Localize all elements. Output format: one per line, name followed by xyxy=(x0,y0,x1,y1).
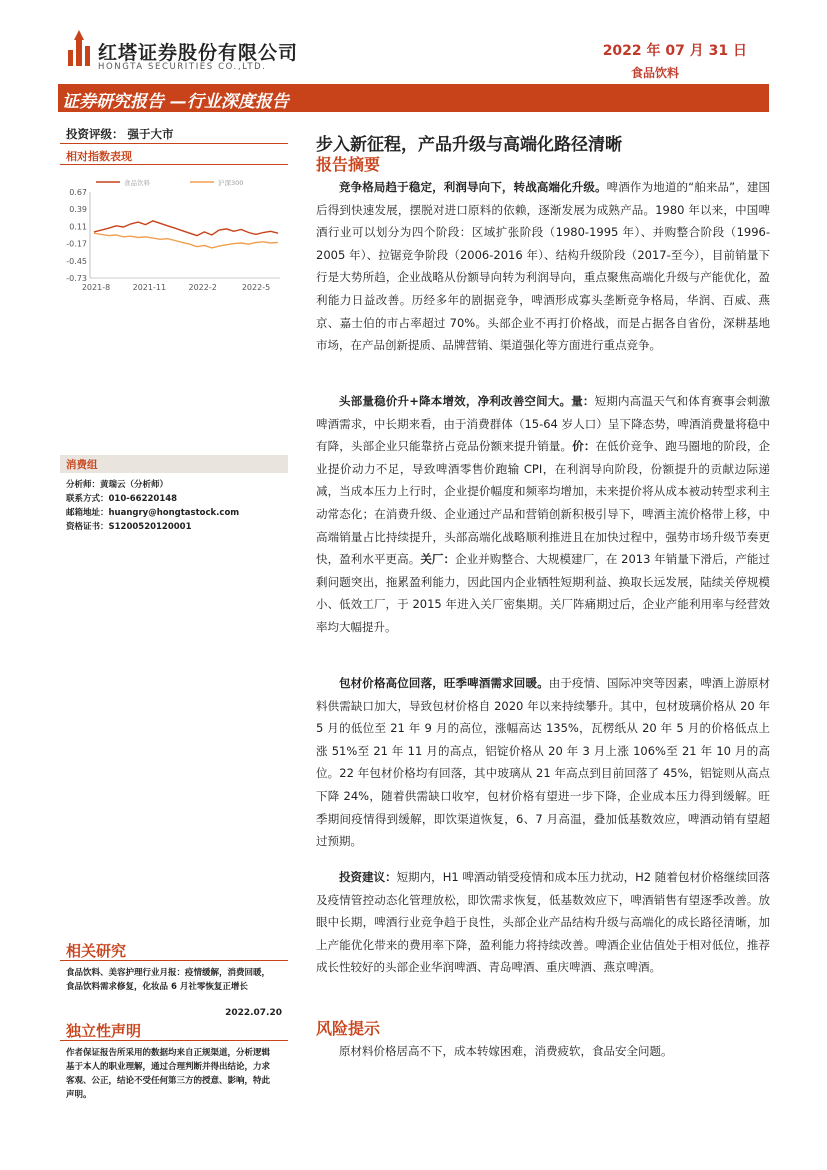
x-tick-label: 2022-5 xyxy=(241,283,271,292)
report-sector: 食品饮料 xyxy=(630,66,679,80)
paragraph-lead: 包材价格高位回落，旺季啤酒需求回暖。 xyxy=(339,676,549,690)
paragraph-body: 短期内高温天气和体育赛事会刺激啤酒需求，中长期来看，由于消费群体（15-64 岁人口）呈下降态势，啤酒消费量将稳中有降，头部企业只能靠挤占竞品份额来提升销量。 xyxy=(316,394,771,454)
abstract-title: 报告摘要 xyxy=(316,155,381,174)
team-label: 消费组 xyxy=(66,459,98,471)
series-line xyxy=(94,233,278,248)
x-tick-label: 2022-2 xyxy=(188,283,217,292)
analyst-phone: 联系方式：010-66220148 xyxy=(66,494,178,504)
y-tick-label: 0.67 xyxy=(69,188,87,197)
y-tick-label: 0.11 xyxy=(69,222,87,232)
y-tick-label: -0.17 xyxy=(66,239,87,249)
risk-text: 原材料价格居高不下，成本转嫁困难，消费疲软，食品安全问题。 xyxy=(339,1044,673,1058)
paragraph-body: 短期内，H1 啤酒动销受疫情和成本压力扰动，H2 随着包材价格继续回落及疫情管控动态化管理放松，即饮需求恢复，低基数效应下，啤酒销售有望逐季改善。放眼中长期，啤酒行业竞争趋于良性，头部企业产品结构升级与高端化的成长路径清晰，加上产能优化带来的费用率下降，盈利能力将持续改善。啤酒企业估值处于相对低位，推荐成长性较好的头部企业华润啤酒、青岛啤酒、重庆啤酒、燕京啤酒。 xyxy=(316,870,770,975)
x-tick-label: 2021-11 xyxy=(132,283,167,292)
investment-rating: 投资评级： 强于大市 xyxy=(66,127,174,141)
analyst-certificate: 资格证书：S1200520120001 xyxy=(66,522,192,532)
analyst-email[interactable]: 邮箱地址：huangry@hongtastock.com xyxy=(66,508,240,518)
paragraph-body: 啤酒作为地道的“舶来品”，建国后得到快速发展，摆脱对进口原料的依赖，逐渐发展为成熟产品。1980 年以来，中国啤酒行业可以划分为四个阶段：区域扩张阶段（1980-1995 年）、并购整合阶段（1996-2005 年）、拉锯竞争阶段（2006-2016 年）、结构升级阶段（2017-至今），目前销量下行是大势所趋，企业战略从份额导向转为利润导向，重点聚焦高端化升级与产能优化，盈利能力日益改善。历经多年的剧据竞争，啤酒形成寡头垄断竞争格局，华润、百威、燕京、嘉士伯的市占率超过 70%。头部企业不再打价格战，而是占据各自省份，深耕基地市场，在产品创新提质、品牌营销、渠道强化等方面进行重点竞争。 xyxy=(316,180,770,353)
report-type-label: 证券研究报告 —行业深度报告 xyxy=(62,92,289,112)
independence-statement: 作者保证报告所采用的数据均来自正规渠道，分析逻辑基于本人的职业理解，通过合理判断并得出结论，力求客观、公正，结论不受任何第三方的授意、影响，特此声明。 xyxy=(66,1048,271,1100)
paragraph-packaging xyxy=(316,672,770,853)
series-line xyxy=(94,221,278,236)
divider xyxy=(60,960,288,961)
y-tick-label: 0.39 xyxy=(69,205,87,215)
related-research-item[interactable]: 食品饮料、美容护理行业月报：疫情缓解，消费回暖，食品饮料需求修复，化妆品 6 月社零恢复正增长 xyxy=(66,968,271,992)
paragraph-competition xyxy=(316,176,770,357)
paragraph-lead: 投资建议： xyxy=(339,870,397,884)
relative-index-chart xyxy=(60,172,288,298)
brand-name-en: HONGTA SECURITIES CO.,LTD. xyxy=(98,62,267,72)
divider xyxy=(60,164,288,165)
paragraph-lead: 价： xyxy=(572,439,596,454)
relative-index-title: 相对指数表现 xyxy=(66,150,132,163)
related-research-title: 相关研究 xyxy=(66,942,127,960)
paragraph-lead: 头部量稳价升+降本增效，净利改善空间大。量： xyxy=(339,394,595,408)
x-tick-label: 2021-8 xyxy=(81,283,111,292)
analyst-name: 分析师：黄瑞云（分析师） xyxy=(66,480,169,490)
y-tick-label: -0.45 xyxy=(66,256,87,266)
report-date: 2022 年 07 月 31 日 xyxy=(602,43,747,59)
independence-title: 独立性声明 xyxy=(66,1022,142,1040)
divider xyxy=(60,143,288,144)
legend-label: 沪深300 xyxy=(218,179,244,187)
paragraph-lead: 竞争格局趋于稳定，利润导向下，转战高端化升级。 xyxy=(339,180,607,194)
paragraph-investment xyxy=(316,866,770,979)
paragraph-lead: 关厂： xyxy=(420,552,456,567)
y-tick-label: -0.73 xyxy=(66,274,87,283)
related-research-date: 2022.07.20 xyxy=(225,1008,282,1018)
brand-name: 红塔证券股份有限公司 xyxy=(98,42,299,64)
legend-label: 食品饮料 xyxy=(124,179,150,187)
risk-title: 风险提示 xyxy=(316,1019,381,1038)
report-title: 步入新征程，产品升级与高端化路径清晰 xyxy=(316,135,622,155)
divider xyxy=(60,1040,288,1041)
company-logo-icon xyxy=(66,30,92,66)
paragraph-volume-price xyxy=(316,390,770,639)
paragraph-body: 在低价竞争、跑马圈地的阶段，企业提价动力不足，导致啤酒零售价跑输 CPI，在利润导向阶段，份额提升的贡献边际递减，当成本压力上行时，企业提价幅度和频率均增加，未来提价将从成本被动转型求利主动常态化；在消费升级、企业通过产品和营销创新积极引导下，啤酒主流价格带上移，中高端销量占比持续提升，头部高端化战略顺利推进且在加快过程中，强势市场升级节奏更快，盈利水平更高。 xyxy=(316,439,771,567)
paragraph-body: 企业并购整合、大规模建厂，在 2013 年销量下滑后，产能过剩问题突出，拖累盈利能力，因此国内企业牺牲短期利益、换取长远发展，陆续关停规模小、低效工厂，于 2015 年进入关厂密集期。关厂阵痛期过后，企业产能利用率与经营效率均大幅提升。 xyxy=(316,552,771,634)
paragraph-body: 由于疫情、国际冲突等因素，啤酒上游原材料供需缺口加大，导致包材价格自 2020 年以来持续攀升。其中，包材玻璃价格从 20 年 5 月的低位至 21 年 9 月的高位，涨幅高达 135%，瓦楞纸从 20 年 5 月的价格低点上涨 51%至 21 年 11 月的高点，铝锭价格从 20 年 3 月上涨 106%至 21 年 10 月的高位。22 年包材价格均有回落，其中玻璃从 21 年高点到目前回落了 45%，铝锭则从高点下降 24%，随着供需缺口收窄，包材价格有望进一步下降，企业成本压力得到缓解。旺季期间疫情得到缓解，即饮渠道恢复，6、7 月高温，叠加低基数效应，啤酒动销有望超过预期。 xyxy=(316,676,770,849)
